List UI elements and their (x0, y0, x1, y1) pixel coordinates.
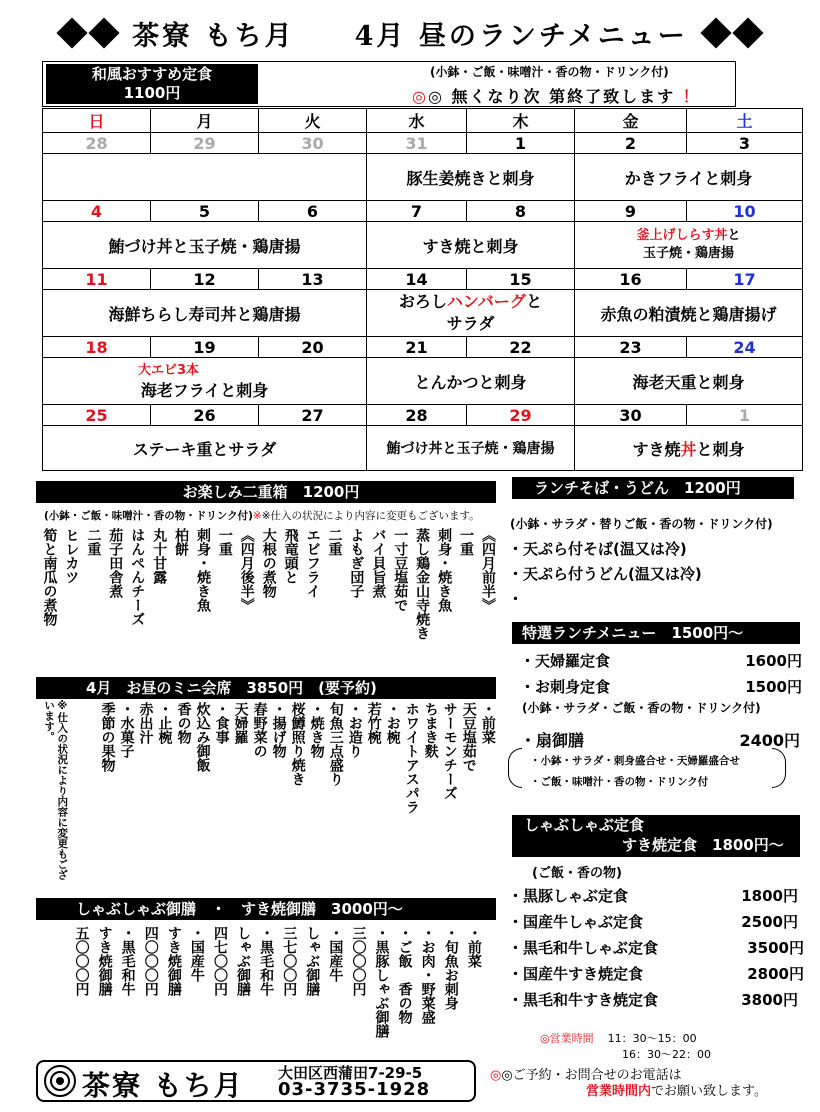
date-cell: 28 (43, 133, 151, 154)
tokusen-includes: (小鉢・サラダ・ご飯・香の物・ドリンク付) (522, 701, 761, 715)
menu-col: 二重 (85, 528, 102, 556)
tokusen-header: 特選ランチメニュー 1500円〜 (512, 622, 800, 644)
menu-col: 《四月前半》 (479, 528, 496, 612)
kaiseki-columns (98, 702, 496, 892)
menu-col: 二重 (326, 528, 343, 556)
menu-cell: すき焼と刺身 (367, 222, 575, 269)
date-cell: 1 (687, 405, 803, 426)
weekday-wed: 水 (367, 109, 467, 133)
menu-col: ・黒豚しゃぶ御膳 (373, 926, 390, 1038)
menu-col: ・焼き物 (308, 702, 325, 758)
menu-col: ・お造り (346, 702, 363, 758)
soba-item: ・天ぷら付そば(温又は冷) (508, 540, 687, 558)
menu-col: 三〇〇〇円 (350, 926, 367, 996)
weekday-tue: 火 (259, 109, 367, 133)
nijuubako-columns (40, 528, 496, 670)
menu-col: 炊込み御飯 (194, 702, 211, 772)
menu-cell: 豚生姜焼きと刺身 (367, 154, 575, 201)
shabu-teishoku-item: ・黒豚しゃぶ定食 1800円 (508, 887, 798, 905)
date-cell: 20 (259, 337, 367, 358)
menu-row (43, 154, 803, 201)
date-cell: 17 (687, 269, 803, 290)
menu-row (43, 358, 803, 405)
date-cell: 5 (151, 201, 259, 222)
menu-col: 桜鱒照り焼き (289, 702, 306, 786)
date-cell: 11 (43, 269, 151, 290)
menu-col: しゃぶ御膳 (304, 926, 321, 996)
date-cell: 31 (367, 133, 467, 154)
date-cell: 3 (687, 133, 803, 154)
menu-col: すき焼御膳 (96, 926, 113, 996)
menu-col: 天婦羅 (232, 702, 249, 744)
date-cell: 23 (575, 337, 687, 358)
menu-col: 飛竜頭と (282, 528, 299, 584)
soba-includes: (小鉢・サラダ・替りご飯・香の物・ドリンク付) (510, 517, 773, 531)
weekday-row (43, 109, 803, 133)
menu-col: ・黒毛和牛 (258, 926, 275, 996)
page-title: 茶寮 もち月 4月 昼のランチメニュー (132, 20, 688, 52)
contact-note-2: 営業時間内でお願い致します。 (586, 1084, 767, 1099)
menu-cell: 大エビ3本 海老フライと刺身 (43, 358, 367, 405)
date-row (43, 269, 803, 290)
menu-cell: 釜上げしらす丼と 玉子焼・鶏唐揚 (575, 222, 803, 269)
menu-col: 香の物 (175, 702, 192, 744)
tokusen-item: ・お刺身定食 1500円 (520, 678, 802, 696)
menu-col: はんぺんチーズ (129, 528, 146, 626)
contact-note: ◎◎ご予約・お問合せのお電話は (490, 1068, 682, 1083)
diamond-icon (700, 17, 731, 48)
paren-right-icon (772, 748, 786, 788)
set-menu-label (46, 64, 258, 104)
shabu-gozen-header: しゃぶしゃぶ御膳 ・ すき焼御膳 3000円〜 (36, 898, 496, 920)
date-row (43, 337, 803, 358)
ougi-detail: ・ご飯・味噌汁・香の物・ドリンク付 (530, 776, 709, 788)
date-cell: 28 (367, 405, 467, 426)
menu-col: 柏餅 (173, 528, 190, 556)
menu-col: 季節の果物 (99, 702, 116, 772)
date-cell: 15 (467, 269, 575, 290)
menu-cell: とんかつと刺身 (367, 358, 575, 405)
menu-cell: 鮪づけ丼と玉子焼・鶏唐揚 (367, 426, 575, 471)
date-cell: 12 (151, 269, 259, 290)
menu-cell: 赤魚の粕漬焼と鶏唐揚げ (575, 290, 803, 337)
paren-left-icon (508, 748, 522, 788)
menu-col: 丸十甘露 (151, 528, 168, 584)
menu-col: ・止椀 (156, 702, 173, 744)
date-cell: 8 (467, 201, 575, 222)
shabu-teishoku-item: ・国産牛しゃぶ定食 2500円 (508, 913, 798, 931)
menu-cell: かきフライと刺身 (575, 154, 803, 201)
menu-col: 筍と南瓜の煮物 (41, 528, 58, 626)
menu-col: バイ貝旨煮 (370, 528, 387, 598)
date-cell: 29 (151, 133, 259, 154)
menu-col: 旬魚三点盛り (327, 702, 344, 786)
menu-cell: 海老天重と刺身 (575, 358, 803, 405)
nijuubako-header: お楽しみ二重箱 1200円 (36, 481, 496, 503)
menu-col: しゃぶ御膳 (235, 926, 252, 996)
menu-col: 四七〇〇円 (211, 926, 228, 996)
menu-col: 一重 (458, 528, 475, 556)
menu-col: ホワイトアスパラ (403, 702, 420, 814)
menu-col: 五〇〇〇円 (73, 926, 90, 996)
diamond-icon (732, 17, 763, 48)
menu-col: ちまき麩 (422, 702, 439, 758)
weekday-fri: 金 (575, 109, 687, 133)
menu-col: サーモンチーズ (441, 702, 458, 800)
date-cell: 30 (575, 405, 687, 426)
set-menu-notice: ◎◎ 無くなり次 第終了致します ！ (412, 87, 701, 106)
logo-icon (44, 1065, 76, 1097)
menu-col: ・水菓子 (118, 702, 135, 758)
menu-col: ・前菜 (465, 926, 482, 968)
date-cell: 9 (575, 201, 687, 222)
date-cell: 14 (367, 269, 467, 290)
menu-cell-empty (43, 154, 367, 201)
menu-cell: おろしハンバーグと サラダ (367, 290, 575, 337)
ougi-detail: ・小鉢・サラダ・刺身盛合せ・天婦羅盛合せ (530, 755, 740, 767)
menu-col: 蒸し鶏金山寺焼き (414, 528, 431, 640)
menu-col: 刺身・焼き魚 (436, 528, 453, 612)
date-cell: 22 (467, 337, 575, 358)
business-hours-evening: 16：30〜22：00 (622, 1048, 711, 1061)
page-header (0, 10, 820, 56)
business-hours: ◎営業時間 11：30〜15：00 (540, 1032, 697, 1045)
kaiseki-header: 4月 お昼のミニ会席 3850円 (要予約) (36, 677, 496, 699)
date-cell: 16 (575, 269, 687, 290)
date-cell: 21 (367, 337, 467, 358)
date-cell: 13 (259, 269, 367, 290)
menu-col: 三七〇〇円 (281, 926, 298, 996)
menu-col: 刺身・焼き魚 (194, 528, 211, 612)
shabu-teishoku-includes: (ご飯・香の物) (532, 866, 622, 881)
tokusen-item: ・天婦羅定食 1600円 (520, 652, 802, 670)
weekday-sat: 土 (687, 109, 803, 133)
menu-col: すき焼御膳 (165, 926, 182, 996)
soba-item: ・ (508, 590, 524, 608)
menu-col: ヒレカツ (63, 528, 80, 584)
menu-row (43, 290, 803, 337)
date-cell: 2 (575, 133, 687, 154)
menu-col: ・旬魚お刺身 (442, 926, 459, 1010)
weekday-thu: 木 (467, 109, 575, 133)
date-cell: 1 (467, 133, 575, 154)
menu-col: ・お椀 (384, 702, 401, 744)
menu-cell: ステーキ重とサラダ (43, 426, 367, 471)
menu-col: 茄子田舎煮 (107, 528, 124, 598)
shabu-teishoku-item: ・黒毛和牛すき焼定食 3800円 (508, 991, 798, 1009)
date-cell: 29 (467, 405, 575, 426)
soba-item: ・天ぷら付うどん(温又は冷) (508, 565, 702, 583)
date-cell: 25 (43, 405, 151, 426)
date-cell: 6 (259, 201, 367, 222)
footer-tel: 03-3735-1928 (278, 1079, 431, 1100)
menu-col: ・食事 (213, 702, 230, 744)
nijuubako-includes: (小鉢・ご飯・味噌汁・香の物・ドリンク付)※※仕入の状況により内容に変更もございます。 (44, 510, 480, 522)
menu-col: ・ご飯 香の物 (396, 926, 413, 1024)
date-cell: 24 (687, 337, 803, 358)
menu-col: ・前菜 (479, 702, 496, 744)
menu-col: 《四月後半》 (238, 528, 255, 612)
footer-shop-name: 茶寮 もち月 (82, 1069, 244, 1102)
shabu-teishoku-item: ・国産牛すき焼定食 2800円 (508, 965, 804, 983)
menu-cell: すき焼丼と刺身 (575, 426, 803, 471)
lunch-calendar (42, 108, 803, 471)
weekday-mon: 月 (151, 109, 259, 133)
kaiseki-note: ※仕入の状況により内容に変更もございます。 (43, 700, 69, 880)
menu-col: 一重 (216, 528, 233, 556)
date-cell: 7 (367, 201, 467, 222)
shabu-teishoku-item: ・黒毛和牛しゃぶ定食 3500円 (508, 939, 804, 957)
footer-address: 大田区西蒲田7-29-5 (278, 1064, 423, 1082)
menu-col: ・揚げ物 (270, 702, 287, 758)
shabu-gozen-columns (72, 926, 482, 1056)
menu-col: ・国産牛 (327, 926, 344, 982)
date-cell: 26 (151, 405, 259, 426)
diamond-icon (88, 17, 119, 48)
date-cell: 27 (259, 405, 367, 426)
menu-col: 春野菜の (251, 702, 268, 758)
date-cell: 19 (151, 337, 259, 358)
date-row (43, 201, 803, 222)
weekday-sun: 日 (43, 109, 151, 133)
date-cell: 4 (43, 201, 151, 222)
set-menu-price: 1100円 (123, 84, 181, 102)
menu-col: 天豆塩茹で (460, 702, 477, 772)
menu-col: よもぎ団子 (348, 528, 365, 598)
soba-header: ランチそば・うどん 1200円 (512, 477, 794, 499)
ougi-gozen: ・扇御膳 2400円 (520, 731, 800, 750)
date-cell: 30 (259, 133, 367, 154)
date-row (43, 133, 803, 154)
menu-col: 赤出汁 (137, 702, 154, 744)
menu-cell: 鮪づけ丼と玉子焼・鶏唐揚 (43, 222, 367, 269)
menu-row (43, 222, 803, 269)
date-cell: 10 (687, 201, 803, 222)
diamond-icon (56, 17, 87, 48)
menu-col: 四〇〇〇円 (142, 926, 159, 996)
set-menu-includes: (小鉢・ご飯・味噌汁・香の物・ドリンク付) (430, 65, 669, 79)
menu-col: 若竹椀 (365, 702, 382, 744)
date-cell: 18 (43, 337, 151, 358)
menu-col: ・お肉・野菜盛 (419, 926, 436, 1024)
menu-col: エビフライ (304, 528, 321, 598)
menu-col: 大根の煮物 (260, 528, 277, 598)
menu-col: 一寸豆塩茹で (392, 528, 409, 612)
set-menu-name: 和風おすすめ定食 (91, 65, 213, 83)
menu-col: ・黒毛和牛 (119, 926, 136, 996)
date-row (43, 405, 803, 426)
menu-col: ・国産牛 (188, 926, 205, 982)
menu-cell: 海鮮ちらし寿司丼と鶏唐揚 (43, 290, 367, 337)
shabu-teishoku-header: しゃぶしゃぶ定食 すき焼定食 1800円〜 (512, 815, 800, 857)
menu-row (43, 426, 803, 471)
